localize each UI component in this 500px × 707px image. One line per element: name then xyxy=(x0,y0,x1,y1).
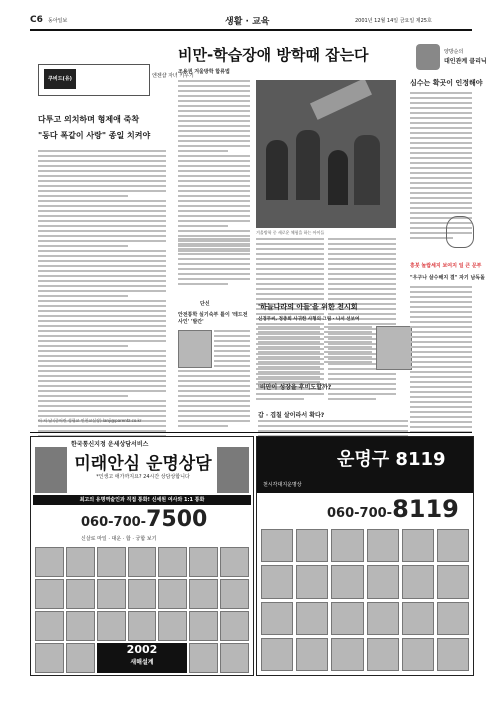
sidebar-lower-headline-2: "우구나 살수해지 결" 자기 남독돌 xyxy=(410,275,485,281)
left-column-series: 엔젠샵 자녀 키우기 xyxy=(152,73,194,79)
ad-left-question: *인생고 애가까지요? 24시간 상담상합니다 xyxy=(96,474,190,480)
left-headline-2: "동다 폭같이 사랑" 종일 치켜야 xyxy=(38,131,151,140)
ad-right-topline: 천시각대지운명상 xyxy=(263,482,302,488)
ad-thumb xyxy=(189,579,218,609)
mid-col-b xyxy=(324,326,372,366)
main-col-left-lower xyxy=(178,238,250,288)
date-line: 2001년 12월 14일 금요일 제25호 xyxy=(355,18,432,24)
ad-thumb xyxy=(437,638,469,671)
ad-thumb xyxy=(35,643,64,673)
ad-thumb xyxy=(367,638,399,671)
ad-thumb xyxy=(220,579,249,609)
ad-thumb xyxy=(220,643,249,673)
ad-thumb xyxy=(437,529,469,562)
ad-thumb xyxy=(437,602,469,635)
brief-title: 안전통학 실기숙부 틀이 '테드전사인' '발간' xyxy=(178,312,248,325)
left-column-logo-box xyxy=(38,64,150,96)
ad-left-sub: 신살로 마일 · 대운 · 합 · 궁합 보기 xyxy=(81,536,157,542)
ad-thumb xyxy=(158,547,187,577)
ad-thumb xyxy=(261,602,293,635)
ad-thumb xyxy=(296,602,328,635)
ad-thumb xyxy=(402,638,434,671)
ad-left-main: 미래안심 운명상담 xyxy=(74,454,212,474)
ad-thumb xyxy=(189,611,218,641)
ad-thumb xyxy=(296,529,328,562)
ad-thumb xyxy=(261,638,293,671)
ad-thumb xyxy=(296,638,328,671)
ad-divider xyxy=(30,432,472,433)
left-headline-1: 다투고 의치하며 형제애 죽착 xyxy=(38,115,140,124)
ad-thumb xyxy=(437,565,469,598)
ad-left-person-1 xyxy=(35,447,67,493)
ad-thumb xyxy=(35,611,64,641)
sidebar-title-1: 양방순의 xyxy=(444,49,464,55)
ad-thumb xyxy=(296,565,328,598)
ad-thumb xyxy=(367,529,399,562)
mid-image xyxy=(376,326,412,370)
ad-thumb xyxy=(158,611,187,641)
sidebar-avatar xyxy=(416,44,440,70)
ad-left xyxy=(30,436,254,676)
ad-left-phone-prefix: 060-700- xyxy=(81,515,147,530)
section-title: 생활 · 교육 xyxy=(225,17,270,27)
ad-thumb xyxy=(220,547,249,577)
ad-thumb xyxy=(66,643,95,673)
photo-figure xyxy=(328,150,348,205)
ad-right-phone-number: 8119 xyxy=(392,495,459,523)
page-number: C6 xyxy=(30,15,43,25)
photo-figure xyxy=(266,140,288,200)
ad-thumb xyxy=(402,565,434,598)
brief-text-2 xyxy=(178,370,250,430)
ad-thumb xyxy=(402,602,434,635)
photo-figure xyxy=(296,130,320,200)
main-title: 비만-학습장애 방학때 잡는다 xyxy=(178,46,369,64)
photo-caption: 겨울방학 중 새로운 체험을 하는 아이들 xyxy=(256,230,325,235)
sidebar-title-2: 대인관계 클리닉 xyxy=(444,58,487,65)
ad-thumb xyxy=(128,611,157,641)
ad-left-banner: 최고의 유명역술인과 직접 통화! 신세원 여사와 1:1 통화 xyxy=(33,495,251,505)
ad-thumb xyxy=(158,579,187,609)
ad-thumb xyxy=(367,565,399,598)
brief-image xyxy=(178,330,212,368)
ad-thumb xyxy=(220,611,249,641)
mid-question-2: 갑 · 겹칠 살이라서 확다? xyxy=(258,412,325,419)
ad-right-main: 운명구 8119 xyxy=(337,449,446,470)
ad-thumb xyxy=(331,529,363,562)
header-rule xyxy=(30,29,472,31)
brief-text xyxy=(214,330,250,370)
brief-label: 단신 xyxy=(200,301,210,307)
main-subtitle: 조용권 겨울방학 합류법 xyxy=(178,69,230,75)
sidebar-illustration xyxy=(446,216,474,248)
paper-name: 동아일보 xyxy=(48,18,68,24)
mid-question-1: '비만이 성장을 후비도할까? xyxy=(258,384,332,391)
ad-right-phone xyxy=(327,495,459,523)
ad-left-phone xyxy=(81,507,207,532)
ad-thumb xyxy=(402,529,434,562)
ad-thumb xyxy=(261,529,293,562)
ad-thumb xyxy=(66,611,95,641)
mid-subhead: 신경무씨, 정충희 사귀한 사형의 그림 · 나서 선보여 xyxy=(258,317,360,322)
ad-year-label: 새해설계 xyxy=(130,659,154,666)
ad-left-grid xyxy=(35,547,249,673)
ad-thumb xyxy=(66,579,95,609)
ad-thumb xyxy=(261,565,293,598)
ad-thumb xyxy=(97,611,126,641)
sidebar-lower-text xyxy=(410,286,472,446)
ad-thumb xyxy=(35,547,64,577)
ad-thumb xyxy=(128,547,157,577)
sidebar-headline: 심수는 확곳이 인정해야 xyxy=(410,79,483,87)
mid-headline: '하늘나라의 아들'을 위한 천시회 xyxy=(258,303,358,311)
ad-right-phone-prefix: 060-700- xyxy=(327,506,393,521)
ad-thumb xyxy=(331,602,363,635)
ad-thumb xyxy=(128,579,157,609)
ad-thumb xyxy=(367,602,399,635)
ad-thumb xyxy=(189,547,218,577)
main-col1-text xyxy=(178,80,250,255)
ad-year: 2002 xyxy=(126,643,158,656)
ad-year-box xyxy=(97,643,188,673)
logo-badge: 쿠비드(유) xyxy=(44,69,76,89)
ad-thumb xyxy=(35,579,64,609)
ad-thumb xyxy=(66,547,95,577)
ad-left-person-2 xyxy=(217,447,249,493)
ad-thumb xyxy=(189,643,218,673)
ad-thumb xyxy=(97,547,126,577)
ad-right xyxy=(256,436,474,676)
ad-thumb xyxy=(97,579,126,609)
ad-thumb xyxy=(331,638,363,671)
page-header xyxy=(30,14,470,28)
ad-thumb xyxy=(331,565,363,598)
photo-object xyxy=(310,80,372,120)
sidebar-lower-headline-1: 흥붓 놀랍세지 보여지 일 큰 문부 xyxy=(410,263,482,269)
ad-left-topline: 한국통신지정 운세상담서비스 xyxy=(71,441,149,448)
ad-left-phone-number: 7500 xyxy=(146,507,208,532)
main-photo xyxy=(256,80,396,228)
left-byline: 이 지 남 (중어린 성평교 인천교실장) lanji@parentz.co.kr xyxy=(38,418,142,423)
photo-figure xyxy=(354,135,380,205)
ad-right-grid xyxy=(261,529,469,671)
